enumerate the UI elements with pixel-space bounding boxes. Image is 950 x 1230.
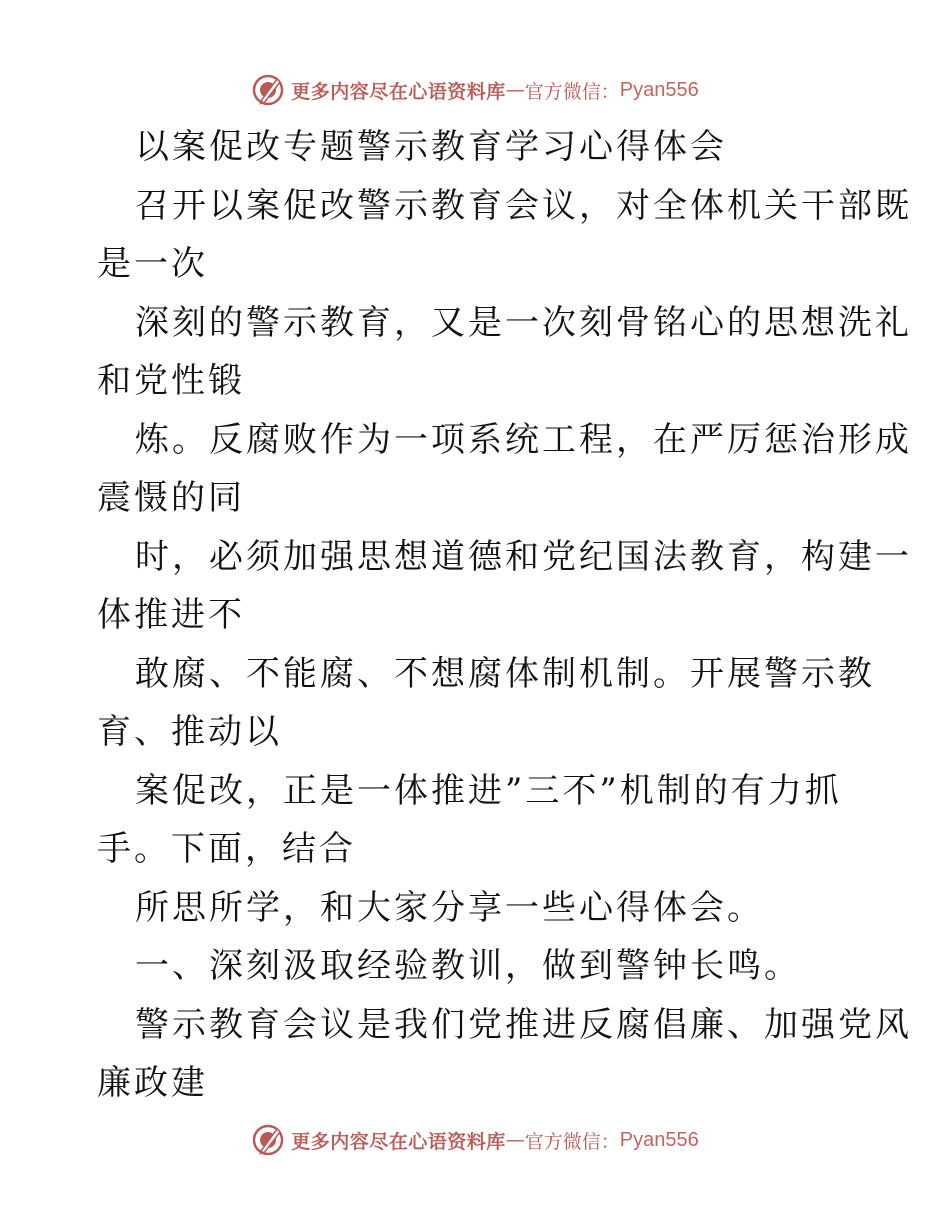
pen-logo-icon xyxy=(251,1123,285,1157)
banner-text: 更多内容尽在心语资料库 xyxy=(291,1130,506,1153)
text-line: 震慑的同 xyxy=(97,478,245,518)
text-line: 和党性锻 xyxy=(97,361,245,401)
text-line: 体推进不 xyxy=(97,595,245,635)
pen-logo-icon xyxy=(251,73,285,107)
text-line: 廉政建 xyxy=(97,1063,208,1103)
banner-wechat-id: Pyan556 xyxy=(619,1128,699,1151)
footer-watermark-banner xyxy=(0,1120,950,1160)
text-line: 是一次 xyxy=(97,244,208,284)
banner-text: 更多内容尽在心语资料库 xyxy=(291,80,506,103)
text-line: 手。下面，结合 xyxy=(97,829,356,869)
text-line: 敢腐、不能腐、不想腐体制机制。开展警示教 xyxy=(135,653,875,694)
text-line: 案促改，正是一体推进”三不”机制的有力抓 xyxy=(135,770,842,811)
text-line: 警示教育会议是我们党推进反腐倡廉、加强党风 xyxy=(135,1004,912,1045)
text-line: 一、深刻汲取经验教训，做到警钟长鸣。 xyxy=(135,946,801,986)
text-line: 炼。反腐败作为一项系统工程，在严厉惩治形成 xyxy=(135,419,912,460)
text-line: 深刻的警示教育，又是一次刻骨铭心的思想洗礼 xyxy=(135,302,912,343)
document-body xyxy=(97,118,912,1113)
text-line: 所思所学，和大家分享一些心得体会。 xyxy=(135,887,764,928)
header-watermark-banner xyxy=(0,70,950,110)
text-line: 时，必须加强思想道德和党纪国法教育，构建一 xyxy=(135,536,912,577)
banner-wechat-id: Pyan556 xyxy=(619,78,699,101)
text-line: 育、推动以 xyxy=(97,712,282,752)
banner-separator: — xyxy=(505,79,525,101)
banner-wechat-label: 官方微信： xyxy=(524,1130,620,1153)
text-line: 召开以案促改警示教育会议，对全体机关干部既 xyxy=(135,185,912,226)
banner-separator: — xyxy=(505,1129,525,1151)
banner-wechat-label: 官方微信： xyxy=(524,80,620,103)
text-line: 以案促改专题警示教育学习心得体会 xyxy=(135,127,727,167)
